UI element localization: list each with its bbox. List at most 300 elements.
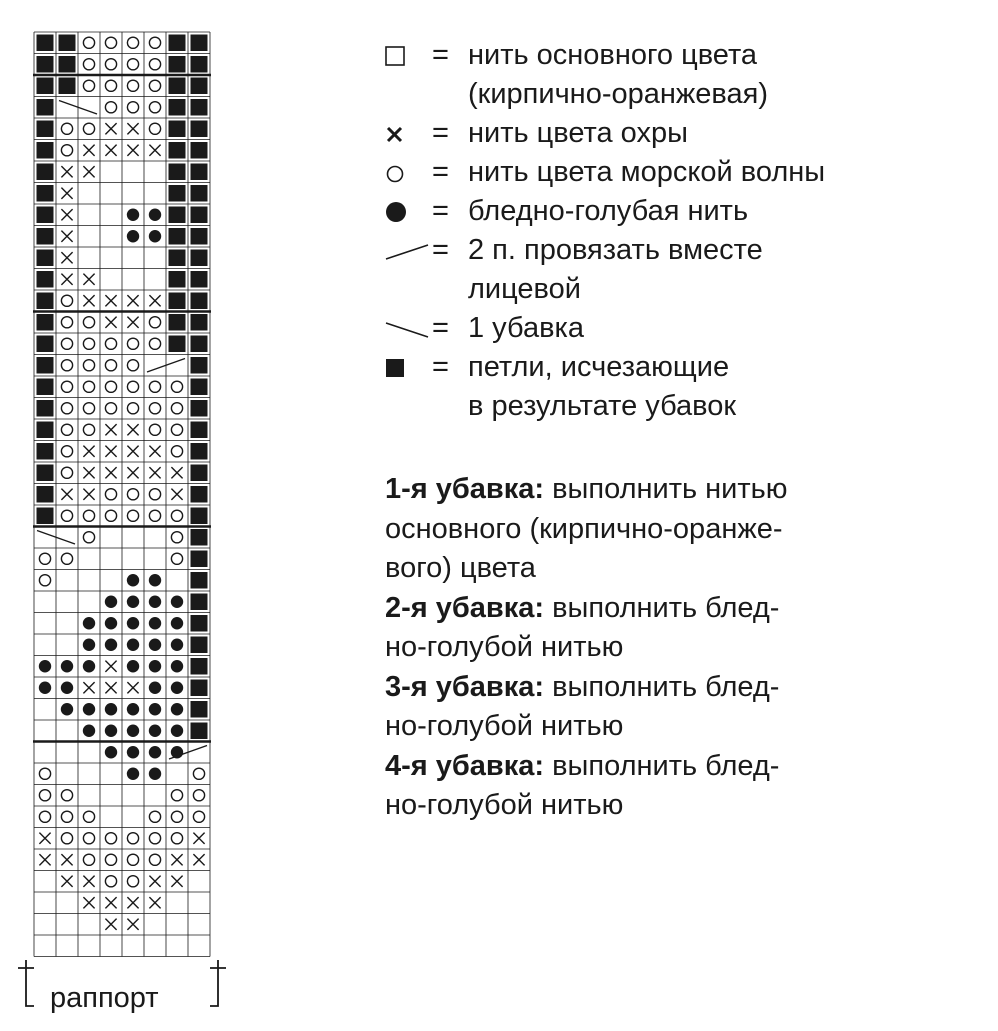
filled-square-mark xyxy=(37,185,54,202)
dot-mark xyxy=(149,768,161,780)
filled-square-mark xyxy=(169,164,186,181)
cross-mark xyxy=(61,209,72,220)
circle-mark xyxy=(149,80,160,91)
dot-mark xyxy=(83,660,95,672)
dot-mark xyxy=(83,639,95,651)
cross-mark xyxy=(105,682,116,693)
legend-text-line: лицевой xyxy=(468,273,581,305)
dot-mark xyxy=(127,746,139,758)
cross-icon xyxy=(384,114,432,153)
circle-mark xyxy=(149,489,160,500)
dot-mark xyxy=(127,617,139,629)
filled-square-mark xyxy=(37,357,54,374)
filled-square-mark xyxy=(169,207,186,224)
filled-square-mark xyxy=(37,379,54,396)
legend-equals: = xyxy=(432,39,449,71)
filled-square-mark xyxy=(169,271,186,288)
circle-mark xyxy=(83,80,94,91)
circle-mark xyxy=(61,360,72,371)
circle-mark xyxy=(83,424,94,435)
note-line: вого) цвета xyxy=(385,552,536,584)
dot-mark xyxy=(105,746,117,758)
cross-mark xyxy=(83,446,94,457)
note-line: 3-я убавка: выполнить блед- xyxy=(385,670,780,703)
note-line: основного (кирпично-оранже- xyxy=(385,512,783,545)
legend-equals: = xyxy=(432,156,449,188)
circle-mark xyxy=(61,446,72,457)
cross-mark xyxy=(61,231,72,242)
circle-mark xyxy=(193,768,204,779)
circle-mark xyxy=(83,532,94,543)
dot-mark xyxy=(171,617,183,629)
circle-mark xyxy=(127,510,138,521)
cross-mark xyxy=(105,145,116,156)
cross-mark xyxy=(127,467,138,478)
filled-square-mark xyxy=(169,142,186,159)
legend-item xyxy=(384,231,984,309)
dot-mark xyxy=(149,746,161,758)
circle-mark xyxy=(105,489,116,500)
dot-mark xyxy=(171,660,183,672)
circle-mark xyxy=(83,510,94,521)
circle-mark xyxy=(105,37,116,48)
dot-icon xyxy=(384,192,432,231)
filled-square-mark xyxy=(191,56,208,73)
cross-mark xyxy=(83,145,94,156)
circle-mark xyxy=(105,854,116,865)
legend-item xyxy=(384,114,984,153)
cross-mark xyxy=(171,489,182,500)
cross-mark xyxy=(83,467,94,478)
circle-mark xyxy=(83,833,94,844)
circle-mark xyxy=(149,403,160,414)
circle-mark xyxy=(61,833,72,844)
legend-text-line: нить цвета охры xyxy=(468,117,688,149)
knitting-chart xyxy=(0,0,240,1031)
dot-mark xyxy=(149,682,161,694)
circle-mark xyxy=(171,381,182,392)
filled-square-mark xyxy=(191,78,208,95)
circle-mark xyxy=(83,317,94,328)
circle-mark xyxy=(171,446,182,457)
filled-square-mark xyxy=(191,701,208,718)
note-line: но-голубой нитью xyxy=(385,789,624,821)
dot-mark xyxy=(105,703,117,715)
circle-mark xyxy=(171,833,182,844)
chart-grid xyxy=(0,0,240,1031)
circle-mark xyxy=(127,381,138,392)
circle-mark xyxy=(39,790,50,801)
dot-mark xyxy=(171,725,183,737)
filled-square-mark xyxy=(191,314,208,331)
dot-mark xyxy=(127,660,139,672)
dot-mark xyxy=(149,617,161,629)
note-heading: 1-я убавка: xyxy=(385,473,545,505)
decrease-notes xyxy=(385,470,985,826)
filled-square-mark xyxy=(37,465,54,482)
circle-mark xyxy=(149,123,160,134)
filled-square-mark xyxy=(191,99,208,116)
circle-mark xyxy=(149,833,160,844)
circle-mark xyxy=(61,145,72,156)
circle-mark xyxy=(171,403,182,414)
filled-square-mark xyxy=(191,164,208,181)
legend-text-line: бледно-голубая нить xyxy=(468,195,749,227)
cross-mark xyxy=(171,467,182,478)
rapport-label: раппорт xyxy=(50,982,159,1014)
circle-mark xyxy=(149,811,160,822)
legend-text-line: петли, исчезающие xyxy=(468,351,730,383)
circle-mark xyxy=(83,381,94,392)
filled-square-mark xyxy=(191,723,208,740)
dot-mark xyxy=(39,682,51,694)
cross-mark xyxy=(83,876,94,887)
legend-equals: = xyxy=(432,234,449,266)
cross-mark xyxy=(61,876,72,887)
cross-mark xyxy=(105,295,116,306)
cross-mark xyxy=(105,467,116,478)
filled-square-mark xyxy=(191,680,208,697)
filled-square-mark xyxy=(37,99,54,116)
circle-mark xyxy=(83,811,94,822)
cross-mark xyxy=(127,145,138,156)
note-heading: 2-я убавка: xyxy=(385,591,545,624)
dot-mark xyxy=(171,703,183,715)
cross-mark xyxy=(171,876,182,887)
circle-mark xyxy=(193,790,204,801)
filled-square-mark xyxy=(191,508,208,525)
filled-square-mark xyxy=(37,228,54,245)
circle-mark xyxy=(61,790,72,801)
filled-square-mark xyxy=(37,422,54,439)
cross-mark xyxy=(193,854,204,865)
cross-mark xyxy=(83,295,94,306)
circle-mark xyxy=(149,317,160,328)
dot-mark xyxy=(61,660,73,672)
legend-text xyxy=(468,231,984,309)
circle-mark xyxy=(83,360,94,371)
circle-mark xyxy=(127,403,138,414)
legend-text-line: 1 убавка xyxy=(468,312,584,344)
filled-square-mark xyxy=(37,164,54,181)
circle-mark xyxy=(105,403,116,414)
filled-square-mark xyxy=(191,293,208,310)
cross-mark xyxy=(61,252,72,263)
dot-mark xyxy=(127,639,139,651)
filled-square-mark xyxy=(37,336,54,353)
filled-square-mark xyxy=(191,572,208,589)
dot-mark xyxy=(149,660,161,672)
filled-square-mark xyxy=(191,35,208,52)
circle-mark xyxy=(127,102,138,113)
legend-text xyxy=(468,192,984,231)
filled-square-mark xyxy=(169,78,186,95)
legend-equals: = xyxy=(432,351,449,383)
note-heading: 4-я убавка: xyxy=(385,749,545,782)
circle-mark xyxy=(171,532,182,543)
dot-mark xyxy=(149,596,161,608)
filled-square-mark xyxy=(191,422,208,439)
circle-mark xyxy=(149,510,160,521)
dot-mark xyxy=(83,617,95,629)
circle-mark xyxy=(149,59,160,70)
circle-mark xyxy=(149,854,160,865)
circle-mark xyxy=(61,510,72,521)
circle-mark xyxy=(127,854,138,865)
legend-equals: = xyxy=(432,312,449,344)
filled-square-mark xyxy=(37,78,54,95)
circle-mark xyxy=(171,811,182,822)
circle-mark xyxy=(149,424,160,435)
dot-mark xyxy=(171,596,183,608)
circle-mark xyxy=(127,37,138,48)
circle-icon xyxy=(384,153,432,192)
slash-icon xyxy=(384,231,432,270)
cross-mark xyxy=(127,897,138,908)
cross-mark xyxy=(149,876,160,887)
cross-mark xyxy=(39,833,50,844)
circle-mark xyxy=(171,510,182,521)
legend-item xyxy=(384,192,984,231)
filled-square-mark xyxy=(191,271,208,288)
filled-square-mark xyxy=(169,56,186,73)
circle-mark xyxy=(127,833,138,844)
filled-square-mark xyxy=(37,314,54,331)
dot-mark xyxy=(149,639,161,651)
filled-square-mark xyxy=(37,486,54,503)
circle-mark xyxy=(83,338,94,349)
filled-square-mark xyxy=(191,142,208,159)
note-line: 1-я убавка: выполнить нитью xyxy=(385,473,788,505)
circle-mark xyxy=(127,338,138,349)
circle-mark xyxy=(105,80,116,91)
dot-mark xyxy=(127,230,139,242)
dot-mark xyxy=(127,574,139,586)
empty-square-icon xyxy=(384,36,432,75)
dot-mark xyxy=(105,596,117,608)
circle-mark xyxy=(61,295,72,306)
cross-mark xyxy=(149,145,160,156)
circle-mark xyxy=(61,123,72,134)
filled-square-mark xyxy=(37,121,54,138)
legend-equals: = xyxy=(432,195,449,227)
filled-square-mark xyxy=(37,142,54,159)
dot-mark xyxy=(149,725,161,737)
filled-square-mark xyxy=(191,379,208,396)
legend-item xyxy=(384,348,984,426)
circle-mark xyxy=(61,317,72,328)
filled-square-mark xyxy=(169,228,186,245)
circle-mark xyxy=(127,59,138,70)
filled-square-mark xyxy=(191,185,208,202)
dot-mark xyxy=(149,230,161,242)
note-heading: 3-я убавка: xyxy=(385,670,545,703)
legend-text-line: в результате убавок xyxy=(468,390,737,422)
circle-mark xyxy=(39,553,50,564)
dot-mark xyxy=(83,725,95,737)
filled-square-mark xyxy=(191,637,208,654)
cross-mark xyxy=(105,897,116,908)
dot-mark xyxy=(127,596,139,608)
filled-square-mark xyxy=(169,314,186,331)
circle-mark xyxy=(149,338,160,349)
dot-mark xyxy=(83,703,95,715)
cross-mark xyxy=(83,274,94,285)
cross-mark xyxy=(83,897,94,908)
cross-mark xyxy=(127,424,138,435)
circle-mark xyxy=(149,37,160,48)
dot-mark xyxy=(149,574,161,586)
circle-mark xyxy=(39,575,50,586)
cross-mark xyxy=(105,317,116,328)
cross-mark xyxy=(105,919,116,930)
circle-mark xyxy=(61,338,72,349)
cross-mark xyxy=(83,682,94,693)
filled-square-mark xyxy=(191,658,208,675)
cross-mark xyxy=(83,489,94,500)
circle-mark xyxy=(61,467,72,478)
backslash-icon xyxy=(384,309,432,348)
circle-mark xyxy=(127,489,138,500)
dot-mark xyxy=(149,209,161,221)
filled-square-mark xyxy=(37,250,54,267)
filled-square-mark xyxy=(169,35,186,52)
circle-mark xyxy=(105,59,116,70)
note-line: 2-я убавка: выполнить блед- xyxy=(385,591,780,624)
legend-text xyxy=(468,36,984,114)
circle-mark xyxy=(61,403,72,414)
cross-mark xyxy=(61,489,72,500)
circle-mark xyxy=(127,876,138,887)
cross-mark xyxy=(149,446,160,457)
filled-square-mark xyxy=(59,78,76,95)
circle-mark xyxy=(83,854,94,865)
filled-square-mark xyxy=(191,443,208,460)
circle-mark xyxy=(193,811,204,822)
cross-mark xyxy=(83,166,94,177)
filled-square-mark xyxy=(191,121,208,138)
note-line: 4-я убавка: выполнить блед- xyxy=(385,749,780,782)
legend-text xyxy=(468,153,984,192)
filled-square-mark xyxy=(191,207,208,224)
cross-mark xyxy=(149,467,160,478)
legend-equals: = xyxy=(432,117,449,149)
legend-item xyxy=(384,36,984,114)
filled-square-mark xyxy=(37,207,54,224)
filled-square-mark xyxy=(59,56,76,73)
circle-mark xyxy=(127,80,138,91)
circle-mark xyxy=(105,102,116,113)
cross-mark xyxy=(127,919,138,930)
filled-square-mark xyxy=(169,250,186,267)
cross-mark xyxy=(39,854,50,865)
dot-mark xyxy=(149,703,161,715)
filled-square-icon xyxy=(384,348,432,387)
circle-mark xyxy=(105,381,116,392)
circle-mark xyxy=(105,360,116,371)
circle-mark xyxy=(171,553,182,564)
circle-mark xyxy=(149,381,160,392)
filled-square-mark xyxy=(191,594,208,611)
filled-square-mark xyxy=(169,293,186,310)
circle-mark xyxy=(83,123,94,134)
cross-mark xyxy=(127,295,138,306)
circle-mark xyxy=(61,381,72,392)
circle-mark xyxy=(83,59,94,70)
dot-mark xyxy=(171,639,183,651)
circle-mark xyxy=(105,338,116,349)
cross-mark xyxy=(105,661,116,672)
circle-mark xyxy=(83,403,94,414)
cross-mark xyxy=(61,166,72,177)
cross-mark xyxy=(105,446,116,457)
filled-square-mark xyxy=(37,56,54,73)
filled-square-mark xyxy=(191,551,208,568)
cross-mark xyxy=(127,446,138,457)
filled-square-mark xyxy=(191,465,208,482)
filled-square-mark xyxy=(191,400,208,417)
note-line: но-голубой нитью xyxy=(385,710,624,742)
dot-mark xyxy=(39,660,51,672)
filled-square-mark xyxy=(59,35,76,52)
filled-square-mark xyxy=(191,336,208,353)
legend-item xyxy=(384,309,984,348)
cross-mark xyxy=(171,854,182,865)
circle-mark xyxy=(105,876,116,887)
dot-mark xyxy=(127,703,139,715)
circle-mark xyxy=(127,360,138,371)
circle-mark xyxy=(83,37,94,48)
legend-text xyxy=(468,348,984,426)
filled-square-mark xyxy=(191,615,208,632)
legend-text xyxy=(468,114,984,153)
legend-item xyxy=(384,153,984,192)
dot-mark xyxy=(105,639,117,651)
legend-text-line: 2 п. провязать вместе xyxy=(468,234,763,266)
legend-text xyxy=(468,309,984,348)
dot-mark xyxy=(61,682,73,694)
cross-mark xyxy=(61,188,72,199)
filled-square-mark xyxy=(37,293,54,310)
filled-square-mark xyxy=(191,250,208,267)
rapport-bracket-left xyxy=(18,960,34,1006)
legend xyxy=(384,36,984,426)
filled-square-mark xyxy=(191,357,208,374)
legend-text-line: нить цвета морской волны xyxy=(468,156,826,188)
cross-mark xyxy=(149,295,160,306)
dot-mark xyxy=(127,209,139,221)
filled-square-mark xyxy=(37,35,54,52)
dot-mark xyxy=(171,682,183,694)
circle-mark xyxy=(61,553,72,564)
filled-square-mark xyxy=(191,486,208,503)
filled-square-mark xyxy=(169,121,186,138)
cross-mark xyxy=(61,854,72,865)
circle-mark xyxy=(61,424,72,435)
filled-square-mark xyxy=(169,185,186,202)
dot-mark xyxy=(127,768,139,780)
dot-mark xyxy=(105,617,117,629)
cross-mark xyxy=(127,123,138,134)
filled-square-mark xyxy=(37,400,54,417)
circle-mark xyxy=(105,510,116,521)
cross-mark xyxy=(193,833,204,844)
rapport-bracket-right xyxy=(210,960,226,1006)
cross-mark xyxy=(149,897,160,908)
filled-square-mark xyxy=(37,271,54,288)
filled-square-mark xyxy=(191,529,208,546)
filled-square-mark xyxy=(191,228,208,245)
